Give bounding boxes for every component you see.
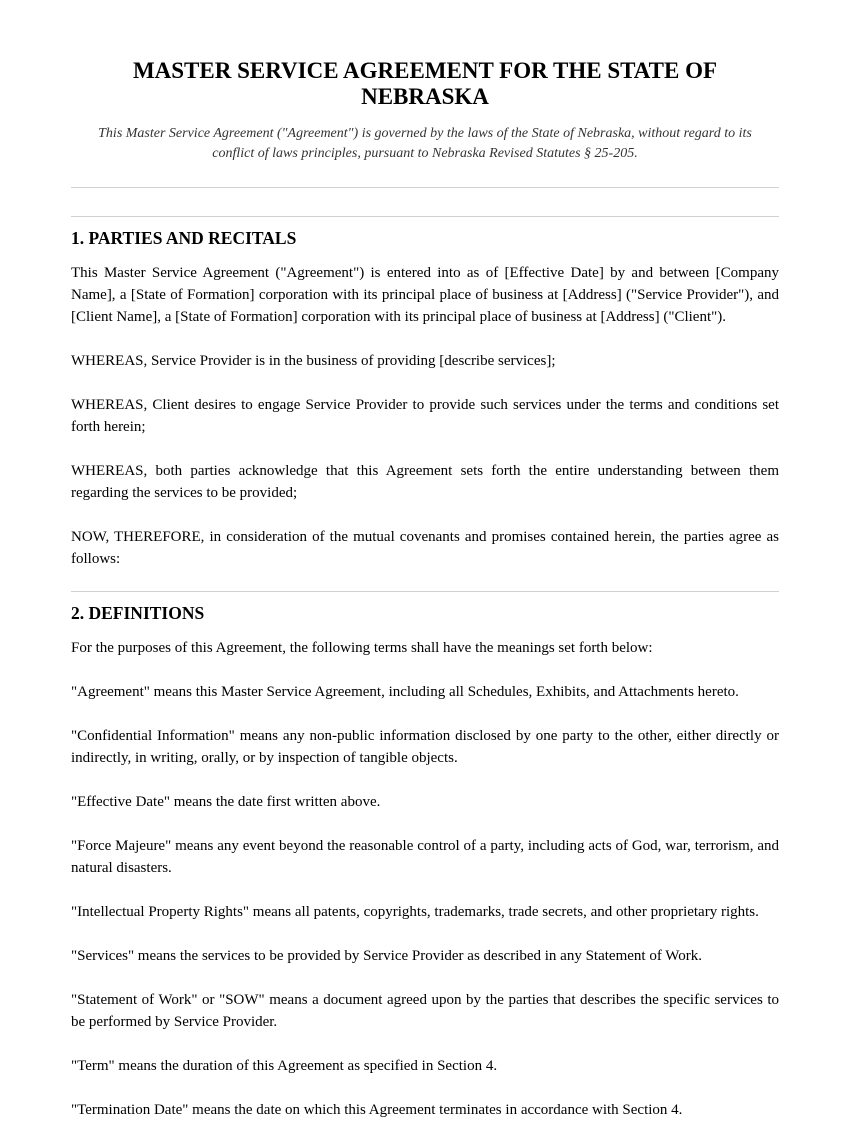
section-1-heading: 1. PARTIES AND RECITALS <box>71 228 297 248</box>
section-1-paragraph-whereas-both: WHEREAS, both parties acknowledge that this Agreement sets forth the entire understanding between them regarding the services to be provided; <box>71 463 779 501</box>
section-2-paragraph-intro: For the purposes of this Agreement, the following terms shall have the meanings set forth below: <box>71 640 653 656</box>
section-divider <box>71 591 779 592</box>
section-1-paragraph-whereas-provider: WHEREAS, Service Provider is in the business of providing [describe services]; <box>71 353 556 369</box>
header-divider <box>71 187 779 188</box>
definition-force-majeure: "Force Majeure" means any event beyond the reasonable control of a party, including acts of God, war, terrorism, and natural disasters. <box>71 838 779 876</box>
governing-law-note: This Master Service Agreement ("Agreement") is governed by the laws of the State of Nebraska, without regard to its conflict of laws principles, pursuant to Nebraska Revised Statutes § 25-205. <box>98 126 752 161</box>
definition-confidential-information: "Confidential Information" means any non-public information disclosed by one party to the other, either directly or indirectly, in writing, orally, or by inspection of tangible objects. <box>71 728 779 766</box>
section-1-paragraph-now-therefore: NOW, THEREFORE, in consideration of the mutual covenants and promises contained herein, the parties agree as follows: <box>71 529 779 567</box>
document-title: MASTER SERVICE AGREEMENT FOR THE STATE OF NEBRASKA <box>132 58 718 109</box>
definition-services: "Services" means the services to be provided by Service Provider as described in any Statement of Work. <box>71 948 703 964</box>
definition-statement-of-work: "Statement of Work" or "SOW" means a document agreed upon by the parties that describes the specific services to be performed by Service Provider. <box>71 992 779 1030</box>
definition-intellectual-property-rights: "Intellectual Property Rights" means all patents, copyrights, trademarks, trade secrets, and other proprietary rights. <box>71 904 759 920</box>
definition-term: "Term" means the duration of this Agreement as specified in Section 4. <box>71 1058 498 1074</box>
definition-termination-date: "Termination Date" means the date on which this Agreement terminates in accordance with Section 4. <box>71 1102 683 1118</box>
section-1-paragraph-whereas-client: WHEREAS, Client desires to engage Service Provider to provide such services under the terms and conditions set forth herein; <box>71 397 779 435</box>
definition-effective-date: "Effective Date" means the date first written above. <box>71 794 381 810</box>
definition-agreement: "Agreement" means this Master Service Agreement, including all Schedules, Exhibits, and Attachments hereto. <box>71 684 739 700</box>
section-2-heading: 2. DEFINITIONS <box>71 603 205 623</box>
header-divider-second <box>71 216 779 217</box>
section-1-paragraph-parties: This Master Service Agreement ("Agreement") is entered into as of [Effective Date] by and between [Company Name], a [State of Formation] corporation with its principal place of business at [Address] ("Service Provider"), and [Client Name], a [State of Formation] corporation with its principal place of business at [Address] ("Client"). <box>71 265 779 325</box>
